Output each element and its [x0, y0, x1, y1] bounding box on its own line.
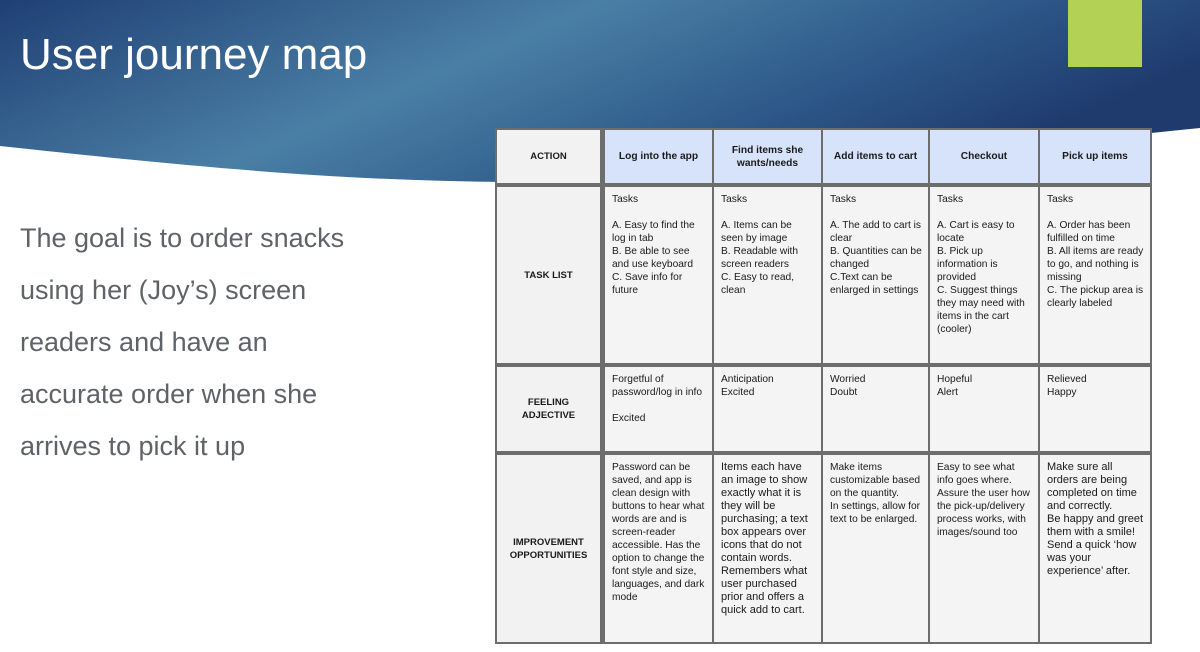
header-find-items: Find items she wants/needs	[713, 129, 822, 186]
improvement-cell-find-items: Items each have an image to show exactly what it is they will be purchasing; a text box appears over icons that do not contain words. Remembers what user purchased prior and offers a quick add to cart.	[713, 452, 822, 643]
improvement-cell-add-to-cart: Make items customizable based on the quantity. In settings, allow for text to be enlarged.	[822, 452, 929, 643]
header-log-in: Log into the app	[604, 129, 713, 186]
header-row	[496, 129, 1151, 186]
feeling-cell-find-items: Anticipation Excited	[713, 364, 822, 452]
feeling-cell-checkout: Hopeful Alert	[929, 364, 1039, 452]
header-checkout: Checkout	[929, 129, 1039, 186]
row-label-task-list: TASK LIST	[496, 186, 604, 364]
table-row	[496, 452, 1151, 643]
journey-table-frame	[495, 128, 1152, 644]
task-cell-find-items: Tasks A. Items can be seen by image B. Readable with screen readers C. Easy to read, clean	[713, 186, 822, 364]
feeling-cell-pick-up: Relieved Happy	[1039, 364, 1151, 452]
table-row	[496, 186, 1151, 364]
feeling-cell-log-in: Forgetful of password/log in info Excited	[604, 364, 713, 452]
header-add-to-cart: Add items to cart	[822, 129, 929, 186]
task-cell-pick-up: Tasks A. Order has been fulfilled on time B. All items are ready to go, and nothing is missing C. The pickup area is clearly labeled	[1039, 186, 1151, 364]
task-cell-checkout: Tasks A. Cart is easy to locate B. Pick up information is provided C. Suggest things they may need with items in the cart (cooler)	[929, 186, 1039, 364]
improvement-cell-checkout: Easy to see what info goes where. Assure the user how the pick-up/delivery process works, with images/sound too	[929, 452, 1039, 643]
task-cell-log-in: Tasks A. Easy to find the log in tab B. Be able to see and use keyboard C. Save info for future	[604, 186, 713, 364]
improvement-cell-log-in: Password can be saved, and app is clean design with buttons to hear what words are and is screen-reader accessible. Has the option to change the font style and size, languages, and dark mode	[604, 452, 713, 643]
accent-square	[1068, 0, 1142, 67]
header-action: ACTION	[496, 129, 604, 186]
row-label-feeling: FEELING ADJECTIVE	[496, 364, 604, 452]
row-label-improvement: IMPROVEMENT OPPORTUNITIES	[496, 452, 604, 643]
task-cell-add-to-cart: Tasks A. The add to cart is clear B. Quantities can be changed C.Text can be enlarged in settings	[822, 186, 929, 364]
journey-map-table	[496, 129, 1151, 643]
goal-statement: The goal is to order snacks using her (Joy’s) screen readers and have an accurate order when she arrives to pick it up	[20, 223, 345, 461]
slide-title: User journey map	[20, 30, 368, 79]
table-row	[496, 364, 1151, 452]
feeling-cell-add-to-cart: Worried Doubt	[822, 364, 929, 452]
improvement-cell-pick-up: Make sure all orders are being completed on time and correctly. Be happy and greet them with a smile! Send a quick ‘how was your experience’ after.	[1039, 452, 1151, 643]
header-pick-up: Pick up items	[1039, 129, 1151, 186]
